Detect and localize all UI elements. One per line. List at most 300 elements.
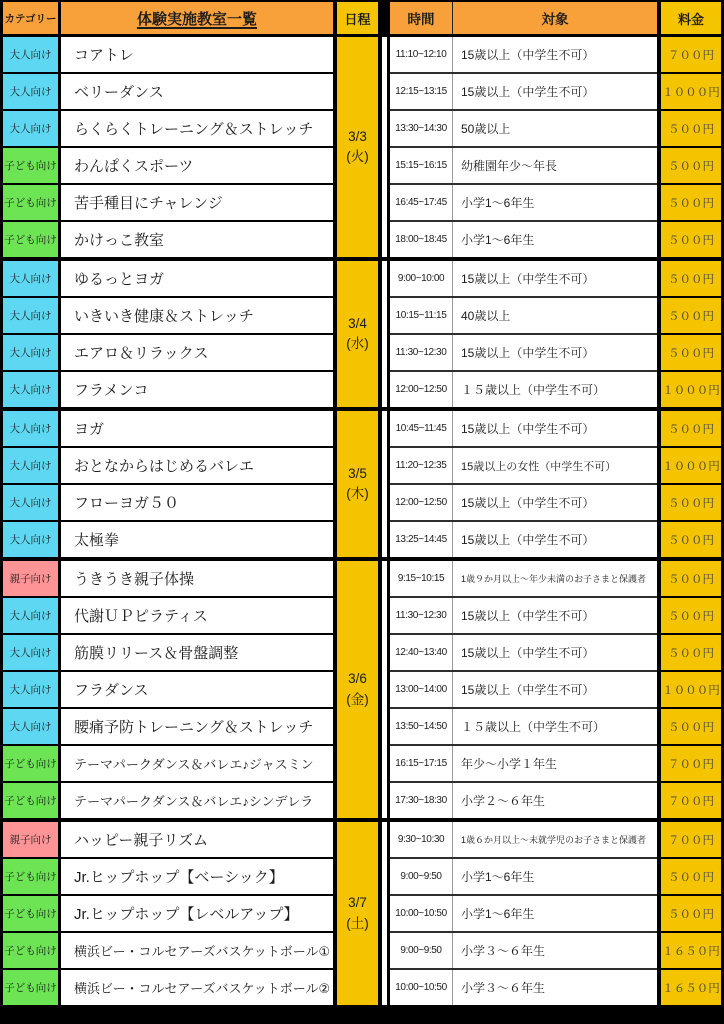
category-label: 大人向け xyxy=(9,534,52,546)
time-label: 13:25~14:45 xyxy=(395,534,447,545)
fee-label: ５００円 xyxy=(668,197,714,210)
class-name-cell xyxy=(61,335,333,370)
target-label: 15歳以上（中学生不可） xyxy=(461,422,595,436)
date-label: 3/5 xyxy=(348,465,367,481)
category-cell xyxy=(3,185,58,220)
class-list-panel xyxy=(3,411,333,557)
time-target-row xyxy=(390,783,657,818)
date-label: 3/6 xyxy=(348,671,367,687)
date-cell xyxy=(337,822,378,1005)
class-name-cell xyxy=(61,37,333,72)
target-label: １５歳以上（中学生不可） xyxy=(461,720,606,734)
date-label: 3/3 xyxy=(348,128,367,144)
fee-cell xyxy=(661,970,721,1005)
time-label: 10:15~11:15 xyxy=(395,310,447,321)
target-cell xyxy=(452,222,657,257)
table-row xyxy=(3,970,333,1005)
target-label: 15歳以上（中学生不可） xyxy=(461,272,595,286)
category-cell xyxy=(3,709,58,744)
fee-label: １０００円 xyxy=(662,86,720,99)
time-label: 13:50~14:50 xyxy=(395,721,447,732)
category-cell xyxy=(3,485,58,520)
fee-label: ５００円 xyxy=(668,347,714,360)
target-cell xyxy=(452,372,657,407)
table-row xyxy=(3,298,333,333)
class-list-panel xyxy=(3,561,333,818)
time-target-row xyxy=(390,298,657,333)
class-name-cell xyxy=(61,448,333,483)
time-label: 10:45~11:45 xyxy=(395,423,447,434)
category-cell xyxy=(3,298,58,333)
class-name-label: フラダンス xyxy=(74,682,149,699)
class-name-cell xyxy=(61,783,333,818)
target-label: 15歳以上（中学生不可） xyxy=(461,496,595,510)
target-cell xyxy=(452,185,657,220)
class-name-label: コアトレ xyxy=(74,47,135,64)
header-class-list xyxy=(61,2,333,34)
fee-cell xyxy=(661,74,721,109)
header-target-label: 対象 xyxy=(541,12,569,27)
target-cell xyxy=(452,448,657,483)
category-cell xyxy=(3,335,58,370)
table-row xyxy=(3,222,333,257)
time-label: 10:00~10:50 xyxy=(395,982,447,993)
target-label: 小学1～6年生 xyxy=(461,233,535,247)
fee-panel xyxy=(661,561,721,818)
target-label: 小学３～６年生 xyxy=(461,981,546,995)
class-name-label: らくらくトレーニング＆ストレッチ xyxy=(74,121,314,138)
fee-cell xyxy=(661,222,721,257)
class-name-label: テーマパークダンス＆バレエ♪ジャスミン xyxy=(74,757,314,772)
class-name-cell xyxy=(61,822,333,857)
class-name-label: 代謝ＵＰピラティス xyxy=(74,608,208,625)
class-name-label: Jr.ヒップホップ【レベルアップ】 xyxy=(74,906,299,923)
target-label: 幼稚園年少～年長 xyxy=(461,159,558,173)
fee-cell xyxy=(661,411,721,446)
time-target-row xyxy=(390,859,657,894)
date-weekday-label: (木) xyxy=(346,486,369,501)
target-label: 50歳以上 xyxy=(461,122,511,136)
fee-label: ５００円 xyxy=(668,423,714,436)
category-cell xyxy=(3,672,58,707)
class-name-cell xyxy=(61,672,333,707)
fee-cell xyxy=(661,709,721,744)
target-label: 15歳以上（中学生不可） xyxy=(461,85,595,99)
date-group xyxy=(3,37,721,261)
time-cell xyxy=(390,261,452,296)
time-target-row xyxy=(390,111,657,146)
target-cell xyxy=(452,522,657,557)
category-label: 大人向け xyxy=(9,497,52,509)
target-label: 15歳以上（中学生不可） xyxy=(461,609,595,623)
fee-cell xyxy=(661,522,721,557)
time-cell xyxy=(390,635,452,670)
target-label: 小学３～６年生 xyxy=(461,944,546,958)
fee-label: ５００円 xyxy=(668,908,714,921)
date-cell xyxy=(337,411,378,557)
category-label: 子ども向け xyxy=(4,945,57,957)
fee-label: ５００円 xyxy=(668,534,714,547)
target-cell xyxy=(452,598,657,633)
time-target-row xyxy=(390,933,657,968)
table-header xyxy=(3,2,721,34)
time-cell xyxy=(390,783,452,818)
time-cell xyxy=(390,335,452,370)
target-label: 小学1～6年生 xyxy=(461,870,535,884)
fee-panel xyxy=(661,822,721,1005)
fee-panel xyxy=(661,261,721,407)
class-name-label: おとなからはじめるバレエ xyxy=(74,458,255,475)
class-name-cell xyxy=(61,485,333,520)
class-name-cell xyxy=(61,185,333,220)
table-row xyxy=(3,746,333,781)
table-row xyxy=(3,522,333,557)
category-label: 子ども向け xyxy=(4,982,57,994)
category-cell xyxy=(3,822,58,857)
fee-label: ５００円 xyxy=(668,610,714,623)
header-fee xyxy=(661,2,721,34)
time-cell xyxy=(390,448,452,483)
time-target-row xyxy=(390,148,657,183)
category-cell xyxy=(3,74,58,109)
target-cell xyxy=(452,74,657,109)
time-target-row xyxy=(390,448,657,483)
class-name-cell xyxy=(61,298,333,333)
class-list-panel xyxy=(3,37,333,257)
date-weekday-label: (土) xyxy=(346,915,369,931)
time-target-row xyxy=(390,222,657,257)
fee-cell xyxy=(661,448,721,483)
table-row xyxy=(3,74,333,109)
fee-cell xyxy=(661,485,721,520)
fee-label: ５００円 xyxy=(668,160,714,173)
class-list-panel xyxy=(3,261,333,407)
category-label: 大人向け xyxy=(9,86,52,98)
time-label: 12:00~12:50 xyxy=(395,497,447,508)
time-cell xyxy=(390,37,452,72)
date-group xyxy=(3,561,721,822)
class-name-label: わんぱくスポーツ xyxy=(74,158,194,175)
category-label: 子ども向け xyxy=(4,197,57,209)
fee-cell xyxy=(661,372,721,407)
date-label: 3/7 xyxy=(348,895,367,911)
time-cell xyxy=(390,74,452,109)
category-label: 子ども向け xyxy=(4,871,57,883)
time-label: 18:00~18:45 xyxy=(395,234,447,245)
table-row xyxy=(3,335,333,370)
target-cell xyxy=(452,148,657,183)
time-label: 13:30~14:30 xyxy=(395,123,447,134)
time-cell xyxy=(390,522,452,557)
fee-cell xyxy=(661,148,721,183)
table-row xyxy=(3,896,333,931)
time-target-row xyxy=(390,185,657,220)
time-target-panel xyxy=(390,561,657,818)
category-label: 子ども向け xyxy=(4,795,57,807)
fee-cell xyxy=(661,261,721,296)
fee-cell xyxy=(661,37,721,72)
header-time xyxy=(390,2,452,34)
category-cell xyxy=(3,896,58,931)
time-target-row xyxy=(390,672,657,707)
class-name-cell xyxy=(61,896,333,931)
fee-cell xyxy=(661,859,721,894)
target-cell xyxy=(452,635,657,670)
time-label: 11:30~12:30 xyxy=(395,610,447,621)
time-label: 13:00~14:00 xyxy=(395,684,447,695)
target-cell xyxy=(452,896,657,931)
time-label: 12:00~12:50 xyxy=(395,384,447,395)
time-cell xyxy=(390,185,452,220)
table-row xyxy=(3,448,333,483)
category-label: 大人向け xyxy=(9,684,52,696)
date-weekday-label: (金) xyxy=(346,691,369,707)
header-class-list-label: 体験実施教室一覧 xyxy=(136,10,257,28)
table-row xyxy=(3,635,333,670)
time-label: 12:15~13:15 xyxy=(395,86,447,97)
class-name-label: いきいき健康＆ストレッチ xyxy=(74,308,254,325)
category-cell xyxy=(3,635,58,670)
time-target-panel xyxy=(390,411,657,557)
class-name-cell xyxy=(61,111,333,146)
time-label: 9:00~9:50 xyxy=(400,945,442,956)
category-label: 大人向け xyxy=(9,610,52,622)
target-label: 40歳以上 xyxy=(461,309,511,323)
target-cell xyxy=(452,783,657,818)
category-label: 大人向け xyxy=(9,273,52,285)
target-cell xyxy=(452,672,657,707)
class-name-cell xyxy=(61,372,333,407)
time-label: 12:40~13:40 xyxy=(395,647,447,658)
time-cell xyxy=(390,746,452,781)
time-label: 17:30~18:30 xyxy=(395,795,447,806)
category-label: 子ども向け xyxy=(4,234,57,246)
class-name-cell xyxy=(61,148,333,183)
class-name-label: エアロ＆リラックス xyxy=(74,345,209,362)
fee-label: ５００円 xyxy=(668,721,714,734)
target-cell xyxy=(452,111,657,146)
class-list-panel xyxy=(3,822,333,1005)
category-cell xyxy=(3,522,58,557)
time-cell xyxy=(390,372,452,407)
fee-label: ５００円 xyxy=(668,647,714,660)
class-name-cell xyxy=(61,561,333,596)
header-fee-label: 料金 xyxy=(677,11,704,27)
category-label: 大人向け xyxy=(9,310,52,322)
category-label: 大人向け xyxy=(9,347,52,359)
category-cell xyxy=(3,261,58,296)
time-target-row xyxy=(390,372,657,407)
target-label: １５歳以上（中学生不可） xyxy=(461,383,606,397)
fee-label: ５００円 xyxy=(668,273,714,286)
class-name-label: テーマパークダンス＆バレエ♪シンデレラ xyxy=(74,794,314,809)
class-name-label: ヨガ xyxy=(74,421,105,438)
fee-label: １０００円 xyxy=(662,460,720,473)
date-label: 3/4 xyxy=(348,315,367,331)
time-target-row xyxy=(390,635,657,670)
fee-cell xyxy=(661,598,721,633)
fee-cell xyxy=(661,783,721,818)
class-name-label: ハッピー親子リズム xyxy=(74,832,209,849)
fee-panel xyxy=(661,37,721,257)
time-target-row xyxy=(390,485,657,520)
fee-panel xyxy=(661,411,721,557)
class-name-cell xyxy=(61,222,333,257)
time-cell xyxy=(390,561,452,596)
fee-label: １０００円 xyxy=(662,684,720,697)
target-label: 15歳以上の女性（中学生不可） xyxy=(461,460,617,473)
time-label: 10:00~10:50 xyxy=(395,908,447,919)
fee-label: １０００円 xyxy=(662,384,720,397)
header-date-label: 日程 xyxy=(344,11,371,27)
time-target-row xyxy=(390,896,657,931)
class-name-label: ベリーダンス xyxy=(74,84,164,101)
target-cell xyxy=(452,746,657,781)
category-cell xyxy=(3,111,58,146)
target-label: 15歳以上（中学生不可） xyxy=(461,48,595,62)
date-weekday-label: (水) xyxy=(346,336,369,351)
target-label: 小学1～6年生 xyxy=(461,907,535,921)
date-cell xyxy=(337,261,378,407)
time-target-row xyxy=(390,411,657,446)
fee-label: ７００円 xyxy=(668,758,714,771)
class-name-label: フローヨガ５０ xyxy=(74,495,180,512)
time-cell xyxy=(390,822,452,857)
target-label: 小学２～６年生 xyxy=(461,794,546,808)
class-name-label: うきうき親子体操 xyxy=(74,571,195,588)
time-cell xyxy=(390,222,452,257)
fee-label: １６５０円 xyxy=(662,945,720,958)
fee-cell xyxy=(661,822,721,857)
target-cell xyxy=(452,411,657,446)
category-cell xyxy=(3,783,58,818)
class-name-label: 苦手種目にチャレンジ xyxy=(74,195,223,212)
category-cell xyxy=(3,598,58,633)
target-label: 15歳以上（中学生不可） xyxy=(461,533,595,547)
time-label: 9:15~10:15 xyxy=(397,573,445,584)
table-row xyxy=(3,485,333,520)
table-row xyxy=(3,561,333,596)
class-name-label: Jr.ヒップホップ【ベーシック】 xyxy=(74,869,284,886)
class-name-cell xyxy=(61,522,333,557)
category-cell xyxy=(3,859,58,894)
class-name-label: 筋膜リリース＆骨盤調整 xyxy=(74,645,239,662)
fee-cell xyxy=(661,896,721,931)
fee-label: ７００円 xyxy=(668,795,714,808)
category-cell xyxy=(3,411,58,446)
time-cell xyxy=(390,111,452,146)
time-cell xyxy=(390,896,452,931)
target-cell xyxy=(452,335,657,370)
date-group xyxy=(3,411,721,561)
category-label: 親子向け xyxy=(9,573,52,585)
target-label: 1歳９か月以上～年少未満のお子さまと保護者 xyxy=(461,574,647,584)
class-name-cell xyxy=(61,933,333,968)
category-label: 親子向け xyxy=(9,834,52,846)
fee-label: ５００円 xyxy=(668,871,714,884)
category-cell xyxy=(3,148,58,183)
fee-cell xyxy=(661,635,721,670)
time-target-row xyxy=(390,335,657,370)
fee-label: ５００円 xyxy=(668,123,714,136)
time-label: 11:10~12:10 xyxy=(395,49,447,60)
table-row xyxy=(3,261,333,296)
category-label: 子ども向け xyxy=(4,908,57,920)
category-label: 子ども向け xyxy=(4,758,57,770)
time-label: 11:30~12:30 xyxy=(395,347,447,358)
time-target-panel xyxy=(390,261,657,407)
class-name-cell xyxy=(61,74,333,109)
time-label: 9:30~10:30 xyxy=(397,834,445,845)
table-row xyxy=(3,411,333,446)
class-name-cell xyxy=(61,709,333,744)
target-cell xyxy=(452,709,657,744)
time-target-row xyxy=(390,522,657,557)
date-group xyxy=(3,822,721,1005)
time-cell xyxy=(390,411,452,446)
class-name-label: 横浜ビー・コルセアーズバスケットボール② xyxy=(74,981,331,996)
table-row xyxy=(3,372,333,407)
time-target-row xyxy=(390,261,657,296)
category-label: 大人向け xyxy=(9,423,52,435)
date-weekday-label: (火) xyxy=(346,149,369,164)
category-label: 大人向け xyxy=(9,49,52,61)
fee-label: ５００円 xyxy=(668,310,714,323)
class-name-cell xyxy=(61,970,333,1005)
date-cell xyxy=(337,561,378,818)
fee-label: １６５０円 xyxy=(662,982,720,995)
category-label: 大人向け xyxy=(9,460,52,472)
table-row xyxy=(3,859,333,894)
time-cell xyxy=(390,933,452,968)
category-label: 大人向け xyxy=(9,647,52,659)
table-row xyxy=(3,111,333,146)
class-name-label: 腰痛予防トレーニング＆ストレッチ xyxy=(74,719,314,736)
time-cell xyxy=(390,148,452,183)
date-group xyxy=(3,261,721,411)
category-label: 大人向け xyxy=(9,384,52,396)
date-groups-container xyxy=(3,37,721,1005)
target-label: 1歳６か月以上～未就学児のお子さまと保護者 xyxy=(461,835,647,845)
target-cell xyxy=(452,561,657,596)
time-target-panel xyxy=(390,822,657,1005)
class-name-cell xyxy=(61,859,333,894)
table-row xyxy=(3,37,333,72)
category-cell xyxy=(3,448,58,483)
category-cell xyxy=(3,746,58,781)
class-name-label: かけっこ教室 xyxy=(74,232,165,249)
class-name-cell xyxy=(61,598,333,633)
time-target-row xyxy=(390,37,657,72)
class-name-cell xyxy=(61,261,333,296)
time-label: 16:45~17:45 xyxy=(395,197,447,208)
class-name-label: 太極拳 xyxy=(74,532,120,549)
date-cell xyxy=(337,37,378,257)
fee-cell xyxy=(661,335,721,370)
fee-cell xyxy=(661,933,721,968)
table-row xyxy=(3,598,333,633)
fee-cell xyxy=(661,111,721,146)
header-category xyxy=(3,2,58,34)
target-cell xyxy=(452,859,657,894)
class-name-cell xyxy=(61,411,333,446)
category-cell xyxy=(3,561,58,596)
target-label: 15歳以上（中学生不可） xyxy=(461,346,595,360)
table-row xyxy=(3,185,333,220)
category-cell xyxy=(3,933,58,968)
time-label: 9:00~9:50 xyxy=(400,871,442,882)
target-cell xyxy=(452,485,657,520)
